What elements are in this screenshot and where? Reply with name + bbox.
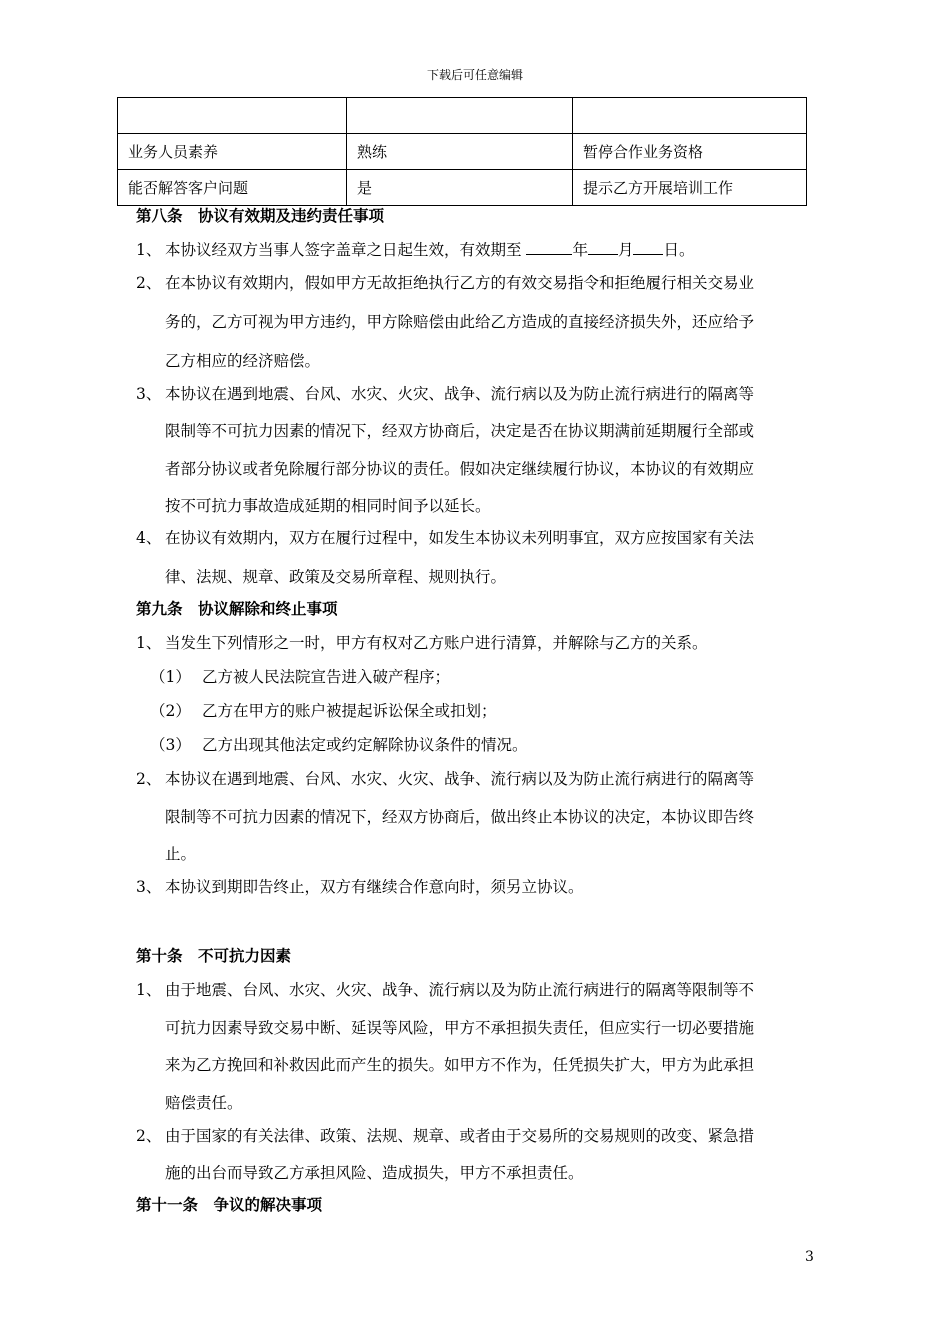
item-text: 来为乙方挽回和补救因此而产生的损失。如甲方不作为，任凭损失扩大，甲方为此承担 — [165, 1056, 755, 1074]
table-cell: 提示乙方开展培训工作 — [573, 170, 807, 206]
item-text: 者部分协议或者免除履行部分协议的责任。假如决定继续履行协议，本协议的有效期应 — [165, 460, 755, 478]
table-row — [118, 134, 807, 170]
subitem-number: （1） — [150, 668, 191, 686]
item-text: 本协议在遇到地震、台风、水灾、火灾、战争、流行病以及为防止流行病进行的隔离等 — [165, 770, 755, 788]
item-number: 1、 — [136, 634, 162, 652]
item-text: 限制等不可抗力因素的情况下，经双方协商后，做出终止本协议的决定，本协议即告终 — [165, 808, 755, 826]
item-text: 可抗力因素导致交易中断、延误等风险，甲方不承担损失责任，但应实行一切必要措施 — [165, 1019, 755, 1037]
item-text: 止。 — [165, 845, 197, 863]
item-number: 4、 — [136, 529, 162, 547]
subitem-number: （3） — [150, 736, 191, 754]
item-text: 由于地震、台风、水灾、火灾、战争、流行病以及为防止流行病进行的隔离等限制等不 — [165, 981, 755, 999]
item-number: 3、 — [136, 385, 162, 403]
evaluation-table — [117, 97, 807, 206]
subitem-number: （2） — [150, 702, 191, 720]
item-number: 1、 — [136, 241, 162, 259]
item-number: 1、 — [136, 981, 162, 999]
item-text: 律、法规、规章、政策及交易所章程、规则执行。 — [165, 568, 507, 586]
table-cell — [573, 98, 807, 134]
blank-month — [588, 236, 618, 255]
subitem-text: 乙方在甲方的账户被提起诉讼保全或扣划； — [202, 702, 497, 720]
subitem-text: 乙方被人民法院宣告进入破产程序； — [202, 668, 451, 686]
item-text: 由于国家的有关法律、政策、法规、规章、或者由于交易所的交易规则的改变、紧急措 — [165, 1127, 755, 1145]
table-cell: 业务人员素养 — [118, 134, 347, 170]
table-cell — [118, 98, 347, 134]
table-cell: 熟练 — [347, 134, 573, 170]
table-cell: 能否解答客户问题 — [118, 170, 347, 206]
item-text: 本协议到期即告终止，双方有继续合作意向时，须另立协议。 — [165, 878, 584, 896]
blank-year — [526, 236, 572, 255]
page-number: 3 — [805, 1249, 814, 1265]
item-text: 限制等不可抗力因素的情况下，经双方协商后，决定是否在协议期满前延期履行全部或 — [165, 422, 755, 440]
item-text: 按不可抗力事故造成延期的相同时间予以延长。 — [165, 497, 491, 515]
item-number: 3、 — [136, 878, 162, 896]
item-text: 本协议在遇到地震、台风、水灾、火灾、战争、流行病以及为防止流行病进行的隔离等 — [165, 385, 755, 403]
article-11-heading: 第十一条 争议的解决事项 — [136, 1195, 323, 1214]
item-text: 施的出台而导致乙方承担风险、造成损失，甲方不承担责任。 — [165, 1164, 584, 1182]
item-text: 在协议有效期内，双方在履行过程中，如发生本协议未列明事宜，双方应按国家有关法 — [165, 529, 755, 547]
article-10-heading: 第十条 不可抗力因素 — [136, 946, 292, 965]
table-cell: 暂停合作业务资格 — [573, 134, 807, 170]
table-cell: 是 — [347, 170, 573, 206]
subitem-text: 乙方出现其他法定或约定解除协议条件的情况。 — [202, 736, 528, 754]
table-row — [118, 98, 807, 134]
item-text: 务的，乙方可视为甲方违约，甲方除赔偿由此给乙方造成的直接经济损失外，还应给予 — [165, 313, 755, 331]
item-number: 2、 — [136, 274, 162, 292]
item-text: 本协议经双方当事人签字盖章之日起生效，有效期至 年 月 日。 — [165, 233, 813, 267]
table-cell — [347, 98, 573, 134]
article-8-heading: 第八条 协议有效期及违约责任事项 — [136, 206, 385, 225]
blank-day — [633, 236, 663, 255]
item-number: 2、 — [136, 770, 162, 788]
item-number: 2、 — [136, 1127, 162, 1145]
article-9-heading: 第九条 协议解除和终止事项 — [136, 599, 338, 618]
item-text: 当发生下列情形之一时，甲方有权对乙方账户进行清算，并解除与乙方的关系。 — [165, 634, 708, 652]
item-text: 赔偿责任。 — [165, 1094, 243, 1112]
item-text: 在本协议有效期内，假如甲方无故拒绝执行乙方的有效交易指令和拒绝履行相关交易业 — [165, 274, 755, 292]
page-header: 下载后可任意编辑 — [426, 68, 523, 82]
item-text: 乙方相应的经济赔偿。 — [165, 352, 321, 370]
